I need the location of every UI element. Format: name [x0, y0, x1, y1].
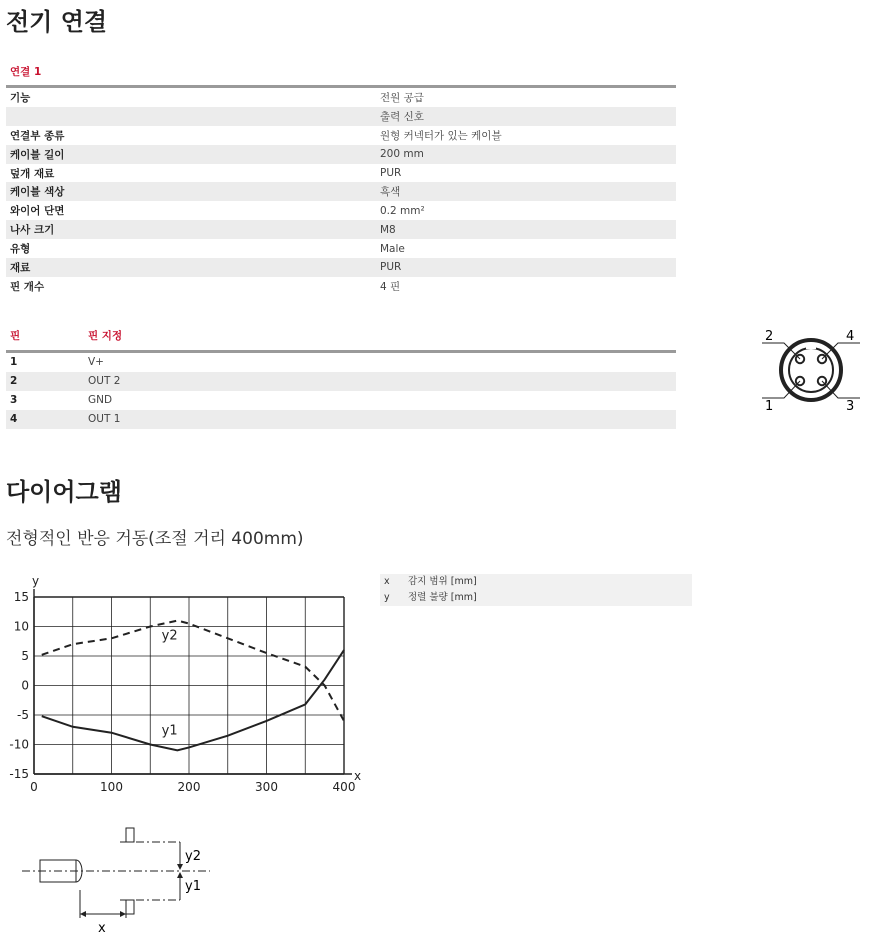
series-annotation: y1: [161, 723, 178, 739]
pin-column-header: 핀: [6, 320, 84, 352]
series-annotation: y2: [161, 628, 178, 644]
chart-tick-labels: [9, 590, 355, 794]
table-row: 나사 크기 M8: [6, 220, 676, 239]
table-row: 재료 PUR: [6, 258, 676, 277]
pin-assignment-table: [6, 320, 676, 429]
table-row: 출력 신호: [6, 107, 676, 126]
table-row: 케이블 길이 200 mm: [6, 145, 676, 164]
table-row: 4 OUT 1: [6, 410, 676, 429]
pin-assign-column-header: 핀 지정: [84, 320, 676, 352]
y-axis-label: y: [32, 574, 40, 588]
offset-label-x: x: [98, 921, 106, 936]
connection-spec-table: [6, 58, 676, 296]
spec-table-header: 연결 1: [6, 58, 676, 87]
pin-label: 4: [846, 329, 855, 344]
alignment-offset-diagram: [20, 820, 230, 936]
diagram-legend: [380, 574, 692, 606]
x-tick-label: 100: [100, 780, 123, 794]
diagram-subtitle: 전형적인 반응 거동(조절 거리 400mm): [6, 529, 304, 549]
pin-label: 1: [765, 399, 774, 414]
table-row: 와이어 단면 0.2 mm²: [10, 204, 425, 218]
table-row: 케이블 색상 흑색: [6, 182, 676, 201]
x-tick-label: 300: [255, 780, 278, 794]
table-row: 기능 전원 공급: [10, 91, 424, 104]
pin-label: 3: [846, 399, 855, 414]
y-tick-label: 15: [13, 590, 29, 604]
x-tick-label: 0: [30, 780, 38, 794]
y-tick-label: -15: [9, 767, 29, 781]
y-tick-label: -10: [9, 737, 29, 752]
y-tick-label: -5: [17, 708, 29, 722]
pin-label: 2: [765, 329, 774, 344]
response-chart: [0, 570, 370, 802]
offset-label-y2: y2: [185, 849, 201, 864]
table-row: 유형 Male: [10, 242, 405, 256]
table-row: 핀 개수 4 핀: [10, 280, 401, 293]
table-row: 1 V+: [10, 356, 104, 369]
y-tick-label: 10: [13, 619, 29, 634]
x-tick-label: 400: [332, 780, 356, 794]
y-tick-label: 5: [21, 649, 29, 663]
table-row: 연결부 종류 원형 커넥터가 있는 케이블: [10, 129, 502, 142]
legend-item: y 정렬 불량 [mm]: [380, 590, 692, 606]
connector-pinout-diagram: [756, 326, 866, 416]
table-row: 3 GND: [10, 394, 113, 407]
x-tick-label: 200: [177, 780, 201, 794]
table-row: 덮개 재료 PUR: [10, 167, 402, 180]
section-title-diagram: 다이어그램: [6, 478, 122, 506]
x-axis-label: x: [354, 769, 362, 783]
y-tick-label: 0: [21, 678, 29, 693]
section-title-electrical: 전기 연결: [6, 8, 108, 36]
offset-label-y1: y1: [185, 879, 201, 894]
table-row: 2 OUT 2: [6, 372, 676, 391]
legend-item: x 감지 범위 [mm]: [380, 574, 692, 590]
series-line-y2: [42, 621, 344, 721]
